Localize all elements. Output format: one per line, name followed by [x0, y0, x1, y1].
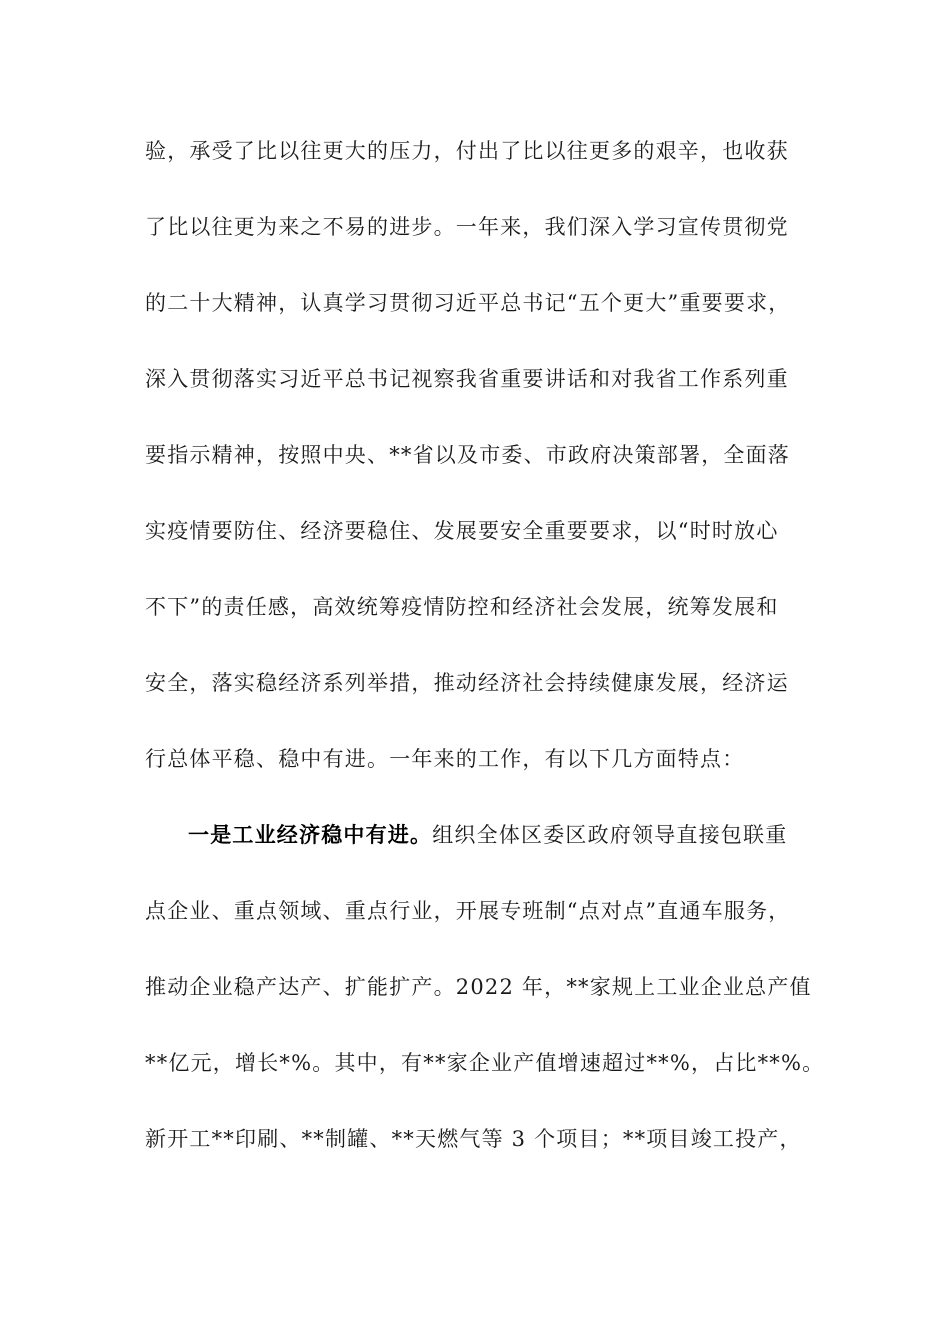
paragraph1-line-4: 深入贯彻落实习近平总书记视察我省重要讲话和对我省工作系列重	[145, 367, 789, 391]
paragraph2-first-line-text: 组织全体区委区政府领导直接包联重	[432, 823, 788, 847]
paragraph1-line-5: 要指示精神，按照中央、**省以及市委、市政府决策部署，全面落	[145, 443, 790, 467]
paragraph2-line-1	[188, 820, 787, 850]
paragraph2-line-4: **亿元，增长*%。其中，有**家企业产值增速超过**%，占比**%。	[145, 1051, 825, 1075]
paragraph1-line-2: 了比以往更为来之不易的进步。一年来，我们深入学习宣传贯彻党	[145, 215, 789, 239]
paragraph1-line-6: 实疫情要防住、经济要稳住、发展要安全重要要求，以“时时放心	[145, 519, 779, 543]
paragraph2-line-3: 推动企业稳产达产、扩能扩产。2022 年，**家规上工业企业总产值	[145, 975, 812, 999]
paragraph1-line-3: 的二十大精神，认真学习贯彻习近平总书记“五个更大”重要要求，	[145, 291, 791, 315]
paragraph1-line-1: 验，承受了比以往更大的压力，付出了比以往更多的艰辛，也收获	[145, 139, 789, 163]
paragraph2-heading: 一是工业经济稳中有进。	[188, 823, 433, 847]
paragraph2-line-5: 新开工**印刷、**制罐、**天燃气等 3 个项目；**项目竣工投产，	[145, 1127, 802, 1151]
paragraph2-line-2: 点企业、重点领域、重点行业，开展专班制“点对点”直通车服务，	[145, 899, 791, 923]
paragraph1-line-9: 行总体平稳、稳中有进。一年来的工作，有以下几方面特点：	[145, 747, 745, 771]
paragraph1-line-7: 不下”的责任感，高效统筹疫情防控和经济社会发展，统筹发展和	[145, 595, 779, 619]
paragraph1-line-8: 安全，落实稳经济系列举措，推动经济社会持续健康发展，经济运	[145, 671, 789, 695]
